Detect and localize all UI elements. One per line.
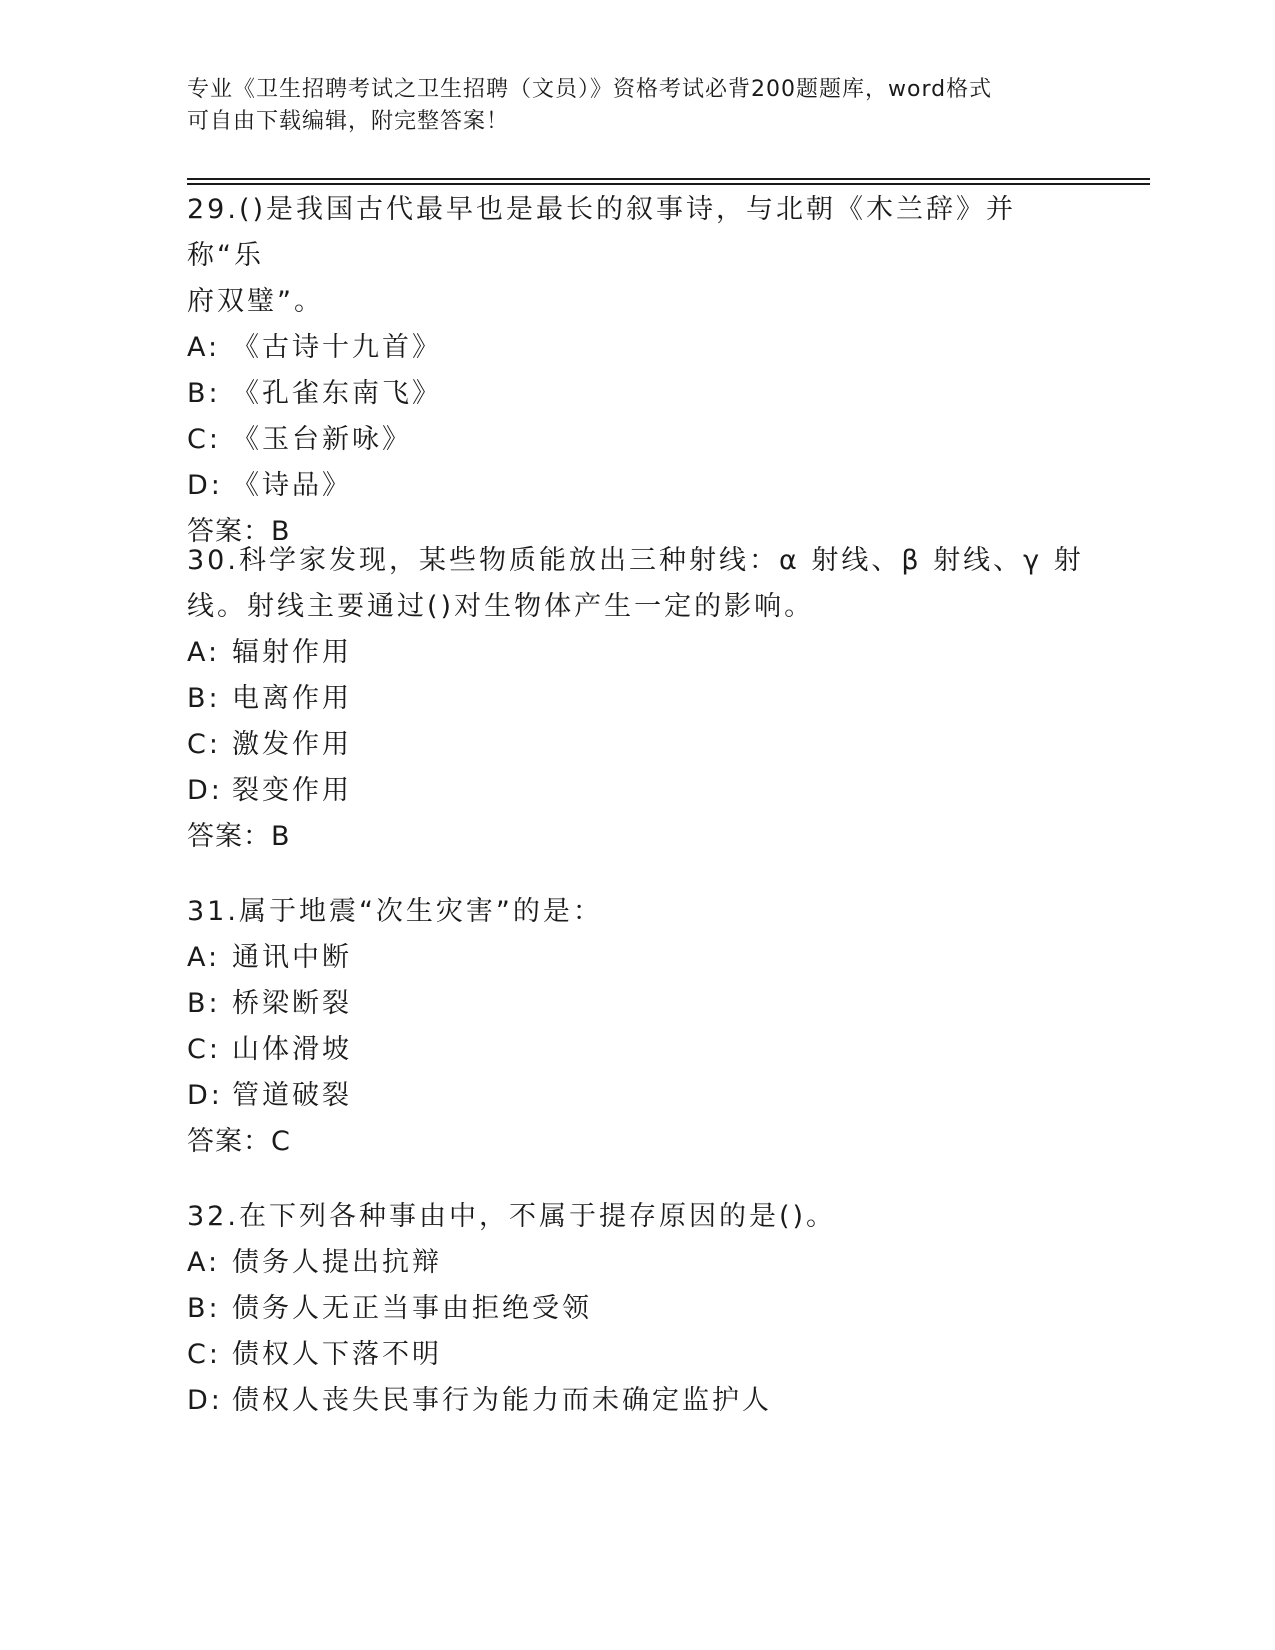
option-d: D: 管道破裂 bbox=[187, 1080, 352, 1111]
option-c: C: 《玉台新咏》 bbox=[187, 424, 412, 455]
option-c: C: 激发作用 bbox=[187, 729, 352, 760]
question-30 bbox=[187, 538, 1087, 860]
option-d: D: 裂变作用 bbox=[187, 775, 352, 806]
question-32 bbox=[187, 1194, 1087, 1424]
header-line-2: 可自由下载编辑，附完整答案！ bbox=[187, 109, 510, 134]
question-31 bbox=[187, 889, 1087, 1165]
question-stem: 30.科学家发现，某些物质能放出三种射线：α 射线、β 射线、γ 射 线。射线主要通过()对生物体产生一定的影响。 bbox=[187, 545, 1084, 622]
question-stem: 31.属于地震“次生灾害”的是： bbox=[187, 896, 603, 927]
answer: 答案：C bbox=[187, 1126, 291, 1157]
option-b: B: 电离作用 bbox=[187, 683, 352, 714]
option-d: D: 债权人丧失民事行为能力而未确定监护人 bbox=[187, 1385, 772, 1416]
option-a: A: 通讯中断 bbox=[187, 942, 352, 973]
answer: 答案：B bbox=[187, 821, 291, 852]
option-a: A: 《古诗十九首》 bbox=[187, 332, 442, 363]
header-divider-bottom bbox=[187, 183, 1150, 185]
option-a: A: 债务人提出抗辩 bbox=[187, 1247, 442, 1278]
option-a: A: 辐射作用 bbox=[187, 637, 352, 668]
header-line-1: 专业《卫生招聘考试之卫生招聘（文员）》资格考试必背200题题库，word格式 bbox=[187, 77, 993, 102]
option-d: D: 《诗品》 bbox=[187, 470, 352, 501]
option-c: C: 债权人下落不明 bbox=[187, 1339, 442, 1370]
question-stem: 32.在下列各种事由中，不属于提存原因的是()。 bbox=[187, 1201, 837, 1232]
header-divider-top bbox=[187, 178, 1150, 180]
option-b: B: 债务人无正当事由拒绝受领 bbox=[187, 1293, 592, 1324]
option-c: C: 山体滑坡 bbox=[187, 1034, 352, 1065]
option-b: B: 桥梁断裂 bbox=[187, 988, 352, 1019]
question-29 bbox=[187, 187, 1087, 555]
option-b: B: 《孔雀东南飞》 bbox=[187, 378, 442, 409]
document-header bbox=[187, 74, 1087, 138]
question-stem: 29.()是我国古代最早也是最长的叙事诗，与北朝《木兰辞》并称“乐 府双璧”。 bbox=[187, 194, 1017, 317]
answer: 答案：B bbox=[187, 516, 291, 547]
